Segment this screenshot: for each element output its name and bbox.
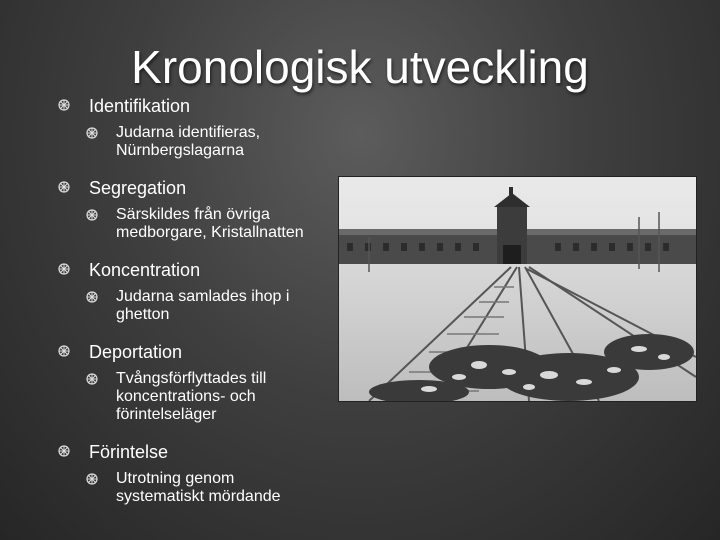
- crossed-circle-bullet-icon: [86, 373, 98, 385]
- bullet-heading: Koncentration: [89, 260, 201, 280]
- bullet-item-identifikation: [58, 95, 348, 117]
- crossed-circle-bullet-icon: [58, 99, 70, 111]
- sub-bullet-text: Judarna identifieras, Nürnbergslagarna: [116, 124, 261, 159]
- bullet-item-koncentration: [58, 259, 348, 281]
- crossed-circle-bullet-icon: [86, 473, 98, 485]
- crossed-circle-bullet-icon: [86, 209, 98, 221]
- bullet-heading: Förintelse: [89, 442, 169, 462]
- bullet-item-forintelse: [58, 441, 348, 463]
- crossed-circle-bullet-icon: [86, 291, 98, 303]
- bullet-heading: Deportation: [89, 342, 183, 362]
- sub-bullet-item: [58, 206, 348, 242]
- crossed-circle-bullet-icon: [58, 445, 70, 457]
- bullet-heading: Segregation: [89, 178, 187, 198]
- sub-bullet-item: [58, 288, 348, 324]
- photo-illustration: [339, 177, 696, 401]
- camp-gate-railway-photo: [338, 176, 697, 402]
- sub-bullet-item: [58, 470, 348, 506]
- sub-bullet-item: [58, 124, 348, 160]
- sub-bullet-text: Judarna samlades ihop i ghetton: [116, 288, 290, 323]
- bullet-heading: Identifikation: [89, 96, 191, 116]
- bullet-item-deportation: [58, 341, 348, 363]
- bullet-item-segregation: [58, 177, 348, 199]
- crossed-circle-bullet-icon: [58, 345, 70, 357]
- slide-title: Kronologisk utveckling: [131, 41, 589, 93]
- sub-bullet-item: [58, 370, 348, 424]
- crossed-circle-bullet-icon: [58, 263, 70, 275]
- sub-bullet-text: Utrotning genom systematiskt mördande: [116, 470, 281, 505]
- crossed-circle-bullet-icon: [58, 181, 70, 193]
- crossed-circle-bullet-icon: [86, 127, 98, 139]
- sub-bullet-text: Särskildes från övriga medborgare, Kristallnatten: [116, 206, 304, 241]
- sub-bullet-text: Tvångsförflyttades till koncentrations- och förintelseläger: [116, 370, 267, 423]
- bullet-list: [58, 95, 348, 506]
